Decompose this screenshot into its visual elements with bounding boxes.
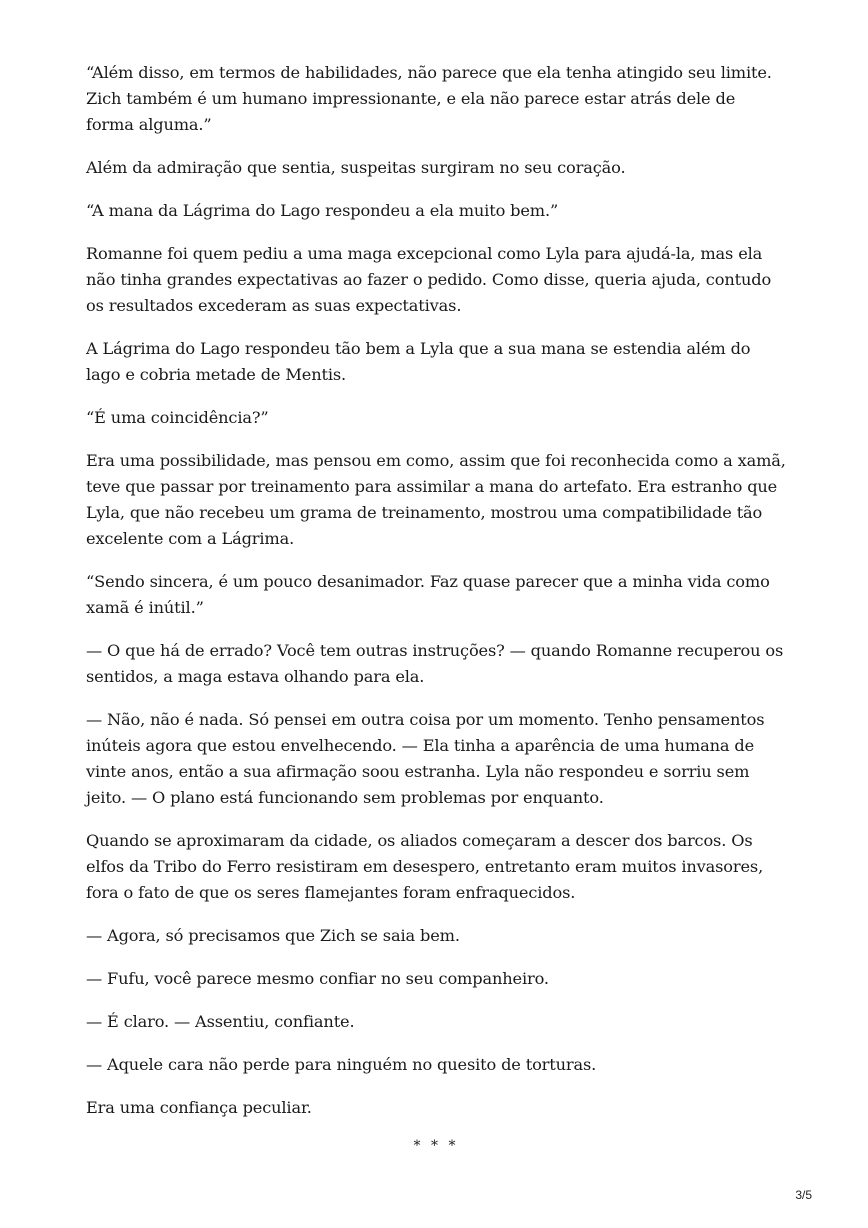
paragraph: — É claro. — Assentiu, confiante. [86,1012,355,1031]
paragraph: — O que há de errado? Você tem outras instruções? — quando Romanne recuperou os sentidos, a maga estava olhando para ela. [86,641,784,686]
section-separator: * * * [413,1138,459,1154]
paragraph: — Agora, só precisamos que Zich se saia bem. [86,926,460,945]
paragraph: — Não, não é nada. Só pensei em outra coisa por um momento. Tenho pensamentos inúteis agora que estou envelhecendo. — Ela tinha a aparência de uma humana de vinte anos, então a sua afirmação soou estranha. Lyla não respondeu e sorriu sem jeito. — O plano está funcionando sem problemas por enquanto. [86,710,765,807]
paragraph: — Fufu, você parece mesmo confiar no seu companheiro. [86,969,549,988]
paragraph: Quando se aproximaram da cidade, os aliados começaram a descer dos barcos. Os elfos da Tribo do Ferro resistiram em desespero, entretanto eram muitos invasores, fora o fato de que os seres flamejantes foram enfraquecidos. [86,831,764,902]
paragraph: “Sendo sincera, é um pouco desanimador. Faz quase parecer que a minha vida como xamã é inútil.” [86,572,770,617]
paragraph: A Lágrima do Lago respondeu tão bem a Lyla que a sua mana se estendia além do lago e cobria metade de Mentis. [86,339,751,384]
page-number: 3/5 [795,1188,812,1202]
paragraph: “Além disso, em termos de habilidades, não parece que ela tenha atingido seu limite. Zich também é um humano impressionante, e ela não parece estar atrás dele de forma alguma.” [86,63,772,134]
paragraph: — Aquele cara não perde para ninguém no quesito de torturas. [86,1055,597,1074]
paragraph: Romanne foi quem pediu a uma maga excepcional como Lyla para ajudá-la, mas ela não tinha grandes expectativas ao fazer o pedido. Como disse, queria ajuda, contudo os resultados excederam as suas expectativas. [86,244,772,315]
paragraph: “É uma coincidência?” [86,408,269,427]
paragraph: Além da admiração que sentia, suspeitas surgiram no seu coração. [86,158,626,177]
paragraph: Era uma confiança peculiar. [86,1098,312,1117]
paragraph: “A mana da Lágrima do Lago respondeu a ela muito bem.” [86,201,559,220]
document-body [86,60,786,1154]
paragraph: Era uma possibilidade, mas pensou em como, assim que foi reconhecida como a xamã, teve que passar por treinamento para assimilar a mana do artefato. Era estranho que Lyla, que não recebeu um grama de treinamento, mostrou uma compatibilidade tão excelente com a Lágrima. [86,451,786,548]
